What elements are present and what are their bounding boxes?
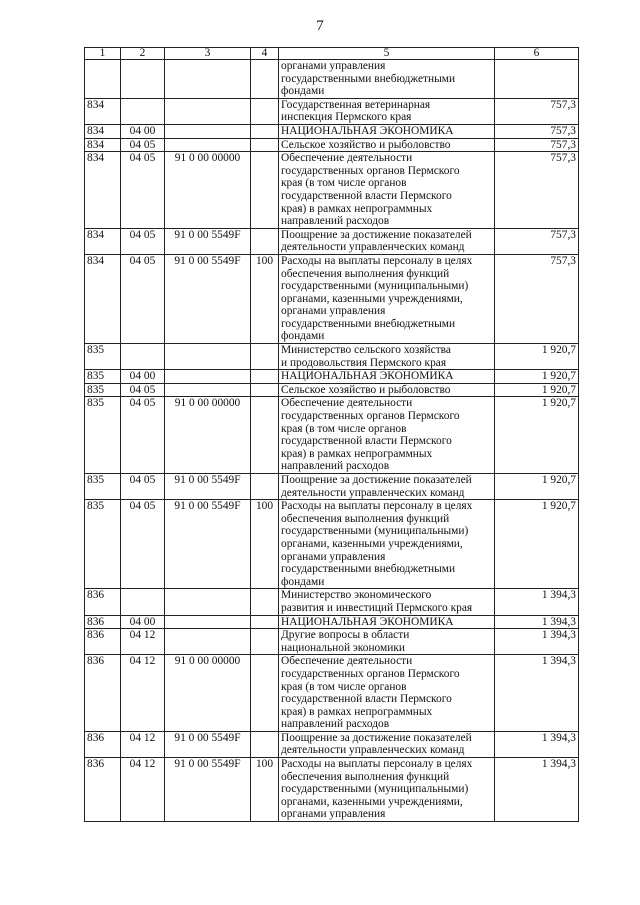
expense-type-cell bbox=[251, 124, 279, 138]
description-line: национальной экономики bbox=[281, 641, 405, 654]
table-row bbox=[85, 589, 579, 615]
expense-type-cell bbox=[251, 98, 279, 124]
target-article-cell: 91 0 00 5549F bbox=[165, 758, 251, 822]
ministry-code-cell: 835 bbox=[85, 397, 121, 474]
table-row bbox=[85, 758, 579, 822]
description-cell bbox=[279, 731, 495, 757]
expense-type-cell: 100 bbox=[251, 500, 279, 589]
header-row bbox=[85, 48, 579, 60]
description-line: государственной власти Пермского bbox=[281, 693, 452, 706]
expense-type-cell bbox=[251, 138, 279, 152]
description-line: края (в том числе органов bbox=[281, 680, 407, 693]
amount-cell: 757,3 bbox=[495, 124, 579, 138]
description-line: Обеспечение деятельности bbox=[281, 152, 413, 165]
target-article-cell: 91 0 00 00000 bbox=[165, 655, 251, 732]
description-line: фондами bbox=[281, 330, 325, 343]
description-cell bbox=[279, 615, 495, 629]
target-article-cell bbox=[165, 370, 251, 384]
description-line: Министерство сельского хозяйства bbox=[281, 344, 451, 357]
section-code-cell: 04 05 bbox=[121, 474, 165, 500]
description-line: фондами bbox=[281, 85, 325, 98]
table-row bbox=[85, 731, 579, 757]
amount-cell: 1 920,7 bbox=[495, 500, 579, 589]
description-cell bbox=[279, 589, 495, 615]
description-line: государственных органов Пермского bbox=[281, 667, 460, 680]
section-code-cell: 04 00 bbox=[121, 124, 165, 138]
amount-cell: 1 394,3 bbox=[495, 589, 579, 615]
ministry-code-cell: 834 bbox=[85, 98, 121, 124]
table-row bbox=[85, 152, 579, 229]
description-line: государственными внебюджетными bbox=[281, 563, 456, 576]
target-article-cell: 91 0 00 5549F bbox=[165, 228, 251, 254]
header-col-6: 6 bbox=[495, 48, 579, 60]
section-code-cell: 04 05 bbox=[121, 152, 165, 229]
description-line: и продовольствия Пермского края bbox=[281, 356, 447, 369]
table-row bbox=[85, 629, 579, 655]
ministry-code-cell: 834 bbox=[85, 254, 121, 343]
section-code-cell: 04 00 bbox=[121, 615, 165, 629]
description-cell bbox=[279, 383, 495, 397]
expense-type-cell bbox=[251, 589, 279, 615]
description-line: Обеспечение деятельности bbox=[281, 397, 413, 410]
header-col-2: 2 bbox=[121, 48, 165, 60]
expense-type-cell bbox=[251, 474, 279, 500]
expense-type-cell bbox=[251, 615, 279, 629]
section-code-cell: 04 12 bbox=[121, 758, 165, 822]
expense-type-cell bbox=[251, 655, 279, 732]
ministry-code-cell: 835 bbox=[85, 474, 121, 500]
amount-cell: 757,3 bbox=[495, 98, 579, 124]
description-line: органами, казенными учреждениями, bbox=[281, 795, 463, 808]
ministry-code-cell: 834 bbox=[85, 138, 121, 152]
description-cell bbox=[279, 500, 495, 589]
description-cell bbox=[279, 370, 495, 384]
section-code-cell: 04 05 bbox=[121, 138, 165, 152]
page-number: 7 bbox=[316, 18, 324, 34]
expense-type-cell bbox=[251, 370, 279, 384]
description-line: края (в том числе органов bbox=[281, 177, 407, 190]
target-article-cell bbox=[165, 615, 251, 629]
table-row bbox=[85, 98, 579, 124]
ministry-code-cell: 836 bbox=[85, 731, 121, 757]
description-cell bbox=[279, 397, 495, 474]
expense-type-cell bbox=[251, 152, 279, 229]
description-line: органами управления bbox=[281, 305, 386, 318]
section-code-cell bbox=[121, 98, 165, 124]
table-row bbox=[85, 60, 579, 99]
description-line: органами управления bbox=[281, 60, 386, 72]
description-line: обеспечения выполнения функций bbox=[281, 267, 450, 280]
ministry-code-cell: 836 bbox=[85, 589, 121, 615]
description-line: края) в рамках непрограммных bbox=[281, 202, 433, 215]
description-line: органами, казенными учреждениями, bbox=[281, 537, 463, 550]
description-cell bbox=[279, 344, 495, 370]
amount-cell: 757,3 bbox=[495, 254, 579, 343]
description-line: края (в том числе органов bbox=[281, 422, 407, 435]
description-line: развития и инвестиций Пермского края bbox=[281, 601, 473, 614]
description-line: государственными внебюджетными bbox=[281, 72, 456, 85]
ministry-code-cell: 835 bbox=[85, 383, 121, 397]
header-col-3: 3 bbox=[165, 48, 251, 60]
description-line: государственной власти Пермского bbox=[281, 189, 452, 202]
amount-cell: 1 920,7 bbox=[495, 397, 579, 474]
description-line: Сельское хозяйство и рыболовство bbox=[281, 138, 451, 151]
amount-cell: 1 920,7 bbox=[495, 344, 579, 370]
description-line: Государственная ветеринарная bbox=[281, 98, 431, 111]
description-line: инспекция Пермского края bbox=[281, 111, 412, 124]
ministry-code-cell: 835 bbox=[85, 370, 121, 384]
description-line: Поощрение за достижение показателей bbox=[281, 731, 472, 744]
amount-cell: 1 394,3 bbox=[495, 731, 579, 757]
description-line: органами управления bbox=[281, 550, 386, 563]
description-line: государственными внебюджетными bbox=[281, 317, 456, 330]
amount-cell: 1 920,7 bbox=[495, 474, 579, 500]
description-line: органами, казенными учреждениями, bbox=[281, 292, 463, 305]
section-code-cell: 04 00 bbox=[121, 370, 165, 384]
amount-cell: 1 394,3 bbox=[495, 629, 579, 655]
description-line: НАЦИОНАЛЬНАЯ ЭКОНОМИКА bbox=[281, 615, 454, 628]
amount-cell: 757,3 bbox=[495, 138, 579, 152]
target-article-cell bbox=[165, 124, 251, 138]
target-article-cell bbox=[165, 138, 251, 152]
table-row bbox=[85, 500, 579, 589]
ministry-code-cell: 836 bbox=[85, 629, 121, 655]
ministry-code-cell: 835 bbox=[85, 344, 121, 370]
expense-type-cell bbox=[251, 383, 279, 397]
table-row bbox=[85, 254, 579, 343]
target-article-cell bbox=[165, 589, 251, 615]
description-line: НАЦИОНАЛЬНАЯ ЭКОНОМИКА bbox=[281, 370, 454, 383]
description-cell bbox=[279, 98, 495, 124]
target-article-cell: 91 0 00 5549F bbox=[165, 474, 251, 500]
description-cell bbox=[279, 228, 495, 254]
description-cell bbox=[279, 254, 495, 343]
section-code-cell: 04 05 bbox=[121, 228, 165, 254]
description-cell bbox=[279, 138, 495, 152]
table-row bbox=[85, 474, 579, 500]
ministry-code-cell: 834 bbox=[85, 124, 121, 138]
target-article-cell bbox=[165, 383, 251, 397]
section-code-cell: 04 12 bbox=[121, 655, 165, 732]
target-article-cell bbox=[165, 98, 251, 124]
budget-table bbox=[84, 47, 579, 822]
table-body bbox=[85, 60, 579, 822]
expense-type-cell bbox=[251, 629, 279, 655]
section-code-cell bbox=[121, 589, 165, 615]
target-article-cell: 91 0 00 5549F bbox=[165, 731, 251, 757]
expense-type-cell bbox=[251, 397, 279, 474]
description-line: Обеспечение деятельности bbox=[281, 655, 413, 668]
description-line: НАЦИОНАЛЬНАЯ ЭКОНОМИКА bbox=[281, 124, 454, 137]
table-row bbox=[85, 124, 579, 138]
description-cell bbox=[279, 60, 495, 99]
section-code-cell bbox=[121, 60, 165, 99]
description-cell bbox=[279, 124, 495, 138]
description-line: фондами bbox=[281, 575, 325, 588]
amount-cell: 1 394,3 bbox=[495, 655, 579, 732]
ministry-code-cell: 836 bbox=[85, 655, 121, 732]
table-row bbox=[85, 615, 579, 629]
description-line: Расходы на выплаты персоналу в целях bbox=[281, 758, 473, 771]
table-row bbox=[85, 228, 579, 254]
target-article-cell: 91 0 00 00000 bbox=[165, 152, 251, 229]
description-line: края) в рамках непрограммных bbox=[281, 447, 433, 460]
section-code-cell: 04 05 bbox=[121, 383, 165, 397]
description-cell bbox=[279, 152, 495, 229]
description-line: Поощрение за достижение показателей bbox=[281, 228, 472, 241]
section-code-cell: 04 12 bbox=[121, 629, 165, 655]
table-row bbox=[85, 383, 579, 397]
amount-cell: 1 920,7 bbox=[495, 383, 579, 397]
amount-cell: 1 920,7 bbox=[495, 370, 579, 384]
description-line: направлений расходов bbox=[281, 460, 390, 473]
table-row bbox=[85, 370, 579, 384]
section-code-cell: 04 05 bbox=[121, 500, 165, 589]
table-row bbox=[85, 344, 579, 370]
description-line: обеспечения выполнения функций bbox=[281, 512, 450, 525]
amount-cell: 757,3 bbox=[495, 152, 579, 229]
target-article-cell bbox=[165, 344, 251, 370]
table-row bbox=[85, 655, 579, 732]
description-line: государственными (муниципальными) bbox=[281, 280, 469, 293]
description-line: края) в рамках непрограммных bbox=[281, 705, 433, 718]
amount-cell: 757,3 bbox=[495, 228, 579, 254]
description-line: направлений расходов bbox=[281, 215, 390, 228]
header-col-4: 4 bbox=[251, 48, 279, 60]
table-row bbox=[85, 397, 579, 474]
description-line: государственными (муниципальными) bbox=[281, 525, 469, 538]
description-cell bbox=[279, 474, 495, 500]
expense-type-cell bbox=[251, 60, 279, 99]
description-line: Расходы на выплаты персоналу в целях bbox=[281, 500, 473, 513]
target-article-cell: 91 0 00 5549F bbox=[165, 254, 251, 343]
section-code-cell: 04 05 bbox=[121, 397, 165, 474]
description-line: государственных органов Пермского bbox=[281, 410, 460, 423]
expense-type-cell bbox=[251, 731, 279, 757]
ministry-code-cell: 834 bbox=[85, 152, 121, 229]
header-col-1: 1 bbox=[85, 48, 121, 60]
description-line: деятельности управленческих команд bbox=[281, 744, 465, 757]
target-article-cell: 91 0 00 00000 bbox=[165, 397, 251, 474]
amount-cell bbox=[495, 60, 579, 99]
description-cell bbox=[279, 655, 495, 732]
ministry-code-cell: 836 bbox=[85, 615, 121, 629]
header-col-5: 5 bbox=[279, 48, 495, 60]
description-line: государственных органов Пермского bbox=[281, 164, 460, 177]
description-line: Министерство экономического bbox=[281, 589, 432, 602]
ministry-code-cell bbox=[85, 60, 121, 99]
description-line: Сельское хозяйство и рыболовство bbox=[281, 383, 451, 396]
description-line: государственными (муниципальными) bbox=[281, 783, 469, 796]
amount-cell: 1 394,3 bbox=[495, 758, 579, 822]
table-row bbox=[85, 138, 579, 152]
target-article-cell bbox=[165, 629, 251, 655]
target-article-cell: 91 0 00 5549F bbox=[165, 500, 251, 589]
description-line: обеспечения выполнения функций bbox=[281, 770, 450, 783]
expense-type-cell: 100 bbox=[251, 254, 279, 343]
description-line: Расходы на выплаты персоналу в целях bbox=[281, 254, 473, 267]
description-line: направлений расходов bbox=[281, 718, 390, 731]
description-line: деятельности управленческих команд bbox=[281, 486, 465, 499]
description-line: Поощрение за достижение показателей bbox=[281, 474, 472, 486]
description-line: государственной власти Пермского bbox=[281, 435, 452, 448]
description-line: органами управления bbox=[281, 808, 386, 821]
description-cell bbox=[279, 758, 495, 822]
description-line: Другие вопросы в области bbox=[281, 629, 410, 642]
description-cell bbox=[279, 629, 495, 655]
ministry-code-cell: 834 bbox=[85, 228, 121, 254]
section-code-cell: 04 05 bbox=[121, 254, 165, 343]
description-line: деятельности управленческих команд bbox=[281, 241, 465, 254]
section-code-cell bbox=[121, 344, 165, 370]
expense-type-cell: 100 bbox=[251, 758, 279, 822]
target-article-cell bbox=[165, 60, 251, 99]
ministry-code-cell: 835 bbox=[85, 500, 121, 589]
amount-cell: 1 394,3 bbox=[495, 615, 579, 629]
section-code-cell: 04 12 bbox=[121, 731, 165, 757]
expense-type-cell bbox=[251, 344, 279, 370]
ministry-code-cell: 836 bbox=[85, 758, 121, 822]
expense-type-cell bbox=[251, 228, 279, 254]
